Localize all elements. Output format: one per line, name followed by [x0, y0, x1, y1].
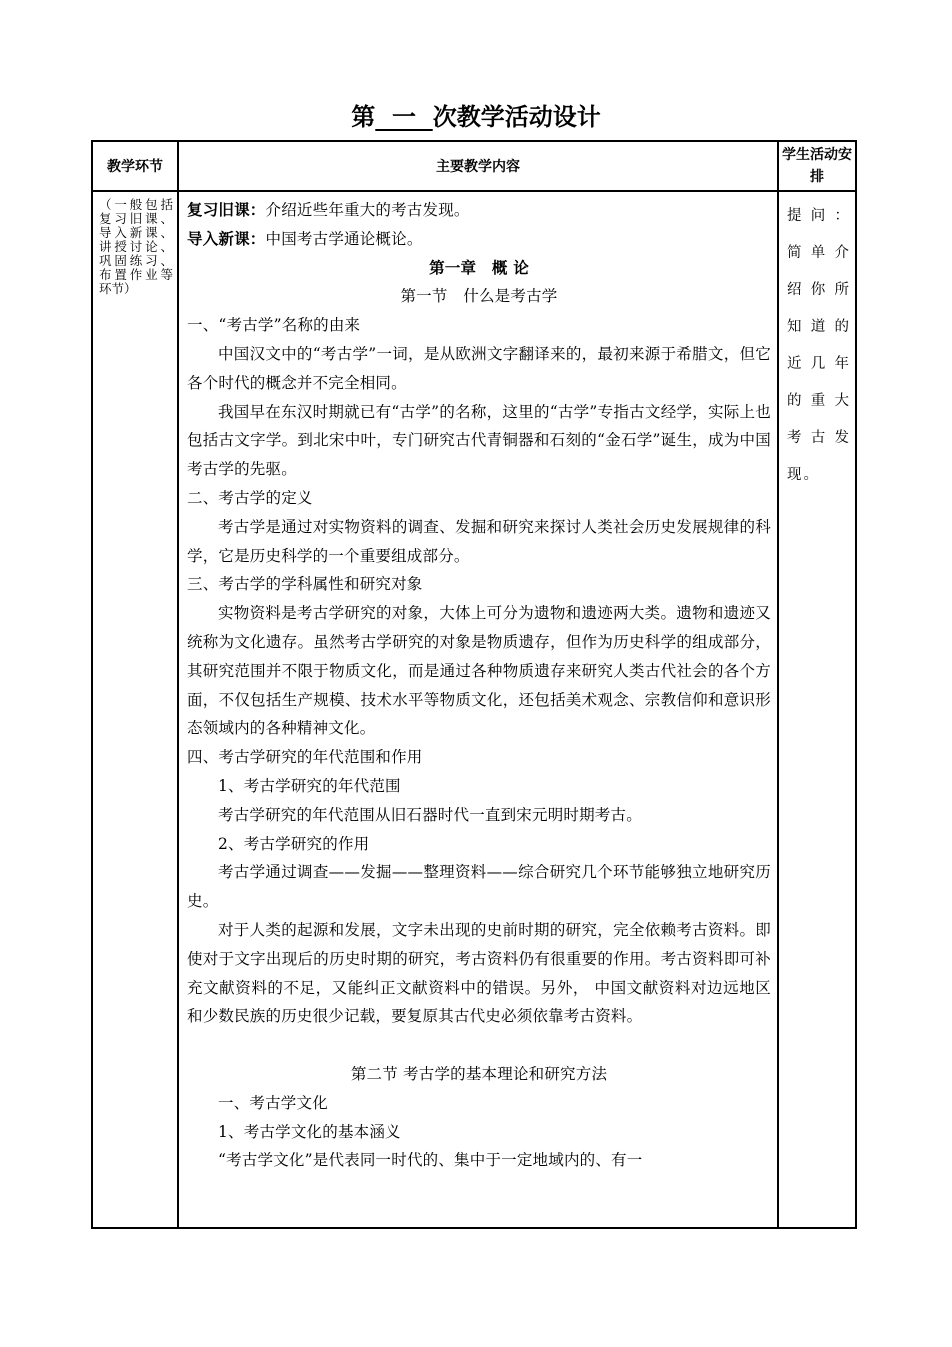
- spacer: [187, 1031, 771, 1060]
- heading-1: 一、“考古学”名称的由来: [187, 316, 361, 335]
- section1-heading: 第一节 什么是考古学: [400, 287, 558, 306]
- section2-heading: 第二节 考古学的基本理论和研究方法: [350, 1064, 608, 1083]
- section2-heading-1: 一、考古学文化: [218, 1093, 328, 1112]
- title-number: 一: [392, 103, 416, 131]
- header-content: 主要教学内容: [178, 141, 778, 191]
- paragraph-6: 考古学通过调查——发掘——整理资料——综合研究几个环节能够独立地研究历史。: [187, 863, 771, 911]
- intro-label: 导入新课：: [187, 229, 266, 248]
- student-activity: 提问：简单介绍你所知道的近几年的重大考古发现。: [778, 191, 856, 1228]
- title-suffix: 次教学活动设计: [432, 103, 601, 131]
- heading-4: 四、考古学研究的年代范围和作用: [187, 748, 423, 767]
- paragraph-7: 对于人类的起源和发展，文字未出现的史前时期的研究，完全依赖考古资料。即使对于文字出现后的历史时期的研究，考古资料仍有很重要的作用。考古资料即可补充文献资料的不足，又能纠正文献资料中的错误。另外， 中国文献资料对边远地区和少数民族的历史很少记载，要复原其古代史必须依靠考古资料。: [187, 920, 771, 1026]
- stage-note: （一般包括复习旧课、导入新课、讲授讨论、巩固练习、布置作业等环节）: [92, 191, 178, 1228]
- intro-line: [187, 225, 771, 254]
- intro-text: 中国考古学通论概论。: [265, 229, 423, 248]
- section2-paragraph-1: “考古学文化”是代表同一时代的、集中于一定地域内的、有一: [218, 1151, 643, 1170]
- body-row: [92, 191, 856, 1228]
- paragraph-5: 考古学研究的年代范围从旧石器时代一直到宋元明时期考古。: [218, 805, 642, 824]
- header-row: [92, 141, 856, 191]
- header-stage: 教学环节: [92, 141, 178, 191]
- paragraph-4: 实物资料是考古学研究的对象，大体上可分为遗物和遗迹两大类。遗物和遗迹又统称为文化遗存。虽然考古学研究的对象是物质遗存，但作为历史科学的组成部分，其研究范围并不限于物质文化，而是通过各种物质遗存来研究人类古代社会的各个方面，不仅包括生产规模、技术水平等物质文化，还包括美术观念、宗教信仰和意识形态领域内的各种精神文化。: [187, 604, 771, 738]
- paragraph-2: 我国早在东汉时期就已有“古学”的名称，这里的“古学”专指古文经学，实际上也包括古文字学。到北宋中叶，专门研究古代青铜器和石刻的“金石学”诞生，成为中国考古学的先驱。: [187, 402, 771, 479]
- lesson-plan-table: [91, 140, 857, 1229]
- title-prefix: 第: [351, 103, 376, 131]
- heading-2: 二、考古学的定义: [187, 488, 313, 507]
- chapter-heading: 第一章 概 论: [429, 258, 529, 277]
- heading-4-1: 1、考古学研究的年代范围: [218, 776, 401, 795]
- header-student: 学生活动安排: [778, 141, 856, 191]
- paragraph-1: 中国汉文中的“考古学”一词，是从欧洲文字翻译来的，最初来源于希腊文，但它各个时代的概念并不完全相同。: [187, 344, 771, 392]
- paragraph-3: 考古学是通过对实物资料的调查、发掘和研究来探讨人类社会历史发展规律的科学，它是历史科学的一个重要组成部分。: [187, 517, 771, 565]
- review-text: 介绍近些年重大的考古发现。: [265, 201, 470, 219]
- heading-3: 三、考古学的学科属性和研究对象: [187, 575, 423, 594]
- main-content: [178, 191, 778, 1228]
- review-line: [187, 196, 771, 225]
- heading-4-2: 2、考古学研究的作用: [218, 834, 370, 853]
- review-label: 复习旧课：: [187, 201, 266, 219]
- page-title: [0, 100, 952, 134]
- section2-heading-1-1: 1、考古学文化的基本涵义: [218, 1122, 401, 1141]
